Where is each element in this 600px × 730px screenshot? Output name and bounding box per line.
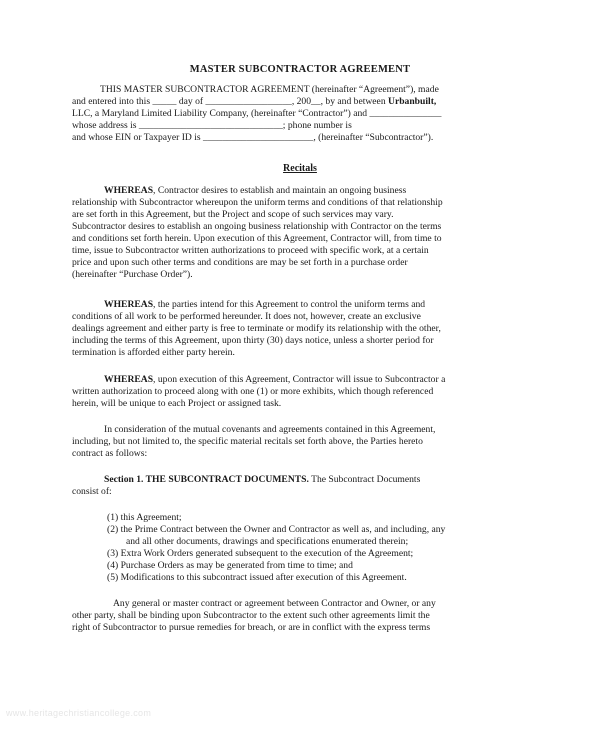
section1-line-1 [104,474,420,485]
p2-line-2: conditions of all work to be performed hereunder. It does not, however, create an exclusive [72,311,421,322]
p4-line-1: In consideration of the mutual covenants and agreements contained in this Agreement, [104,424,436,435]
p5-line-1: Any general or master contract or agreement between Contractor and Owner, or any [113,598,436,609]
urbanbuilt-name: Urbanbuilt, [388,96,437,107]
intro-line-5: and whose EIN or Taxpayer ID is _______________________, (hereinafter “Subcontractor”). [72,132,434,143]
section1-line-2: consist of: [72,486,112,497]
intro-line-2-text: and entered into this _____ day of __________________, 200__, by and between [72,96,386,107]
intro-line-4: whose address is ______________________________; phone number is [72,120,352,131]
list-item-5: (5) Modifications to this subcontract issued after execution of this Agreement. [107,572,407,583]
p2-line-1-text: , the parties intend for this Agreement to control the uniform terms and [153,299,426,310]
p3-line-2: written authorization to proceed along with one (1) or more exhibits, which though referenced [72,386,434,397]
recitals-heading: Recitals [283,163,317,174]
p3-line-1 [104,374,445,385]
p3-line-1-text: , upon execution of this Agreement, Contractor will issue to Subcontractor a [153,374,446,385]
p1-line-7: price and upon such other terms and conditions are may be set forth in a purchase order [72,257,408,268]
section1-heading: Section 1. THE SUBCONTRACT DOCUMENTS. [104,474,309,485]
whereas-label-3: WHEREAS [104,374,154,385]
p5-line-2: other party, shall be binding upon Subcontractor to the extent such other agreements limit the [72,610,430,621]
p1-line-3: are set forth in this Agreement, but the Project and scope of such services may vary. [72,209,394,220]
p1-line-1 [104,185,406,196]
p4-line-2: including, but not limited to, the specific material recitals set forth above, the Parties hereto [72,436,423,447]
p2-line-3: dealings agreement and either party is free to terminate or modify its relationship with the other, [72,323,441,334]
intro-line-2 [72,96,436,107]
p2-line-1 [104,299,425,310]
p3-line-3: herein, will be unique to each Project or assigned task. [72,398,282,409]
list-item-2-cont: and all other documents, drawings and specifications enumerated therein; [126,536,409,547]
p1-line-2: relationship with Subcontractor whereupon the uniform terms and conditions of that relationship [72,197,443,208]
p2-line-4: including the terms of this Agreement, upon thirty (30) days notice, unless a shorter period for [72,335,434,346]
p2-line-5: termination is afforded either party herein. [72,347,235,358]
watermark: www.heritagechristiancollege.com [6,708,152,718]
intro-line-3 [72,108,441,119]
p1-line-6: time, issue to Subcontractor written authorizations to proceed with specific work, at a certain [72,245,429,256]
document-title: MASTER SUBCONTRACTOR AGREEMENT [189,64,411,75]
list-item-3: (3) Extra Work Orders generated subsequent to the execution of the Agreement; [107,548,414,559]
contractor-blank: _______________ [369,108,442,119]
intro-line-1: THIS MASTER SUBCONTRACTOR AGREEMENT (hereinafter “Agreement”), made [100,84,439,95]
intro-line-3-text: LLC, a Maryland Limited Liability Company, (hereinafter “Contractor”) and [72,108,368,119]
p1-line-5: and conditions set forth herein. Upon execution of this Agreement, Contractor will, from time to [72,233,442,244]
p1-line-1-text: , Contractor desires to establish and maintain an ongoing business [153,185,407,196]
whereas-label-1: WHEREAS [104,185,154,196]
p1-line-8: (hereinafter “Purchase Order”). [72,269,193,280]
list-item-1: (1) this Agreement; [107,512,182,523]
p1-line-4: Subcontractor desires to establish an ongoing business relationship with Contractor on the terms [72,221,442,232]
list-item-4: (4) Purchase Orders as may be generated from time to time; and [107,560,353,571]
section1-rest: The Subcontract Documents [308,474,421,485]
p5-line-3: right of Subcontractor to pursue remedies for breach, or are in conflict with the express terms [72,622,431,633]
list-item-2: (2) the Prime Contract between the Owner and Contractor as well as, and including, any [107,524,446,535]
p4-line-3: contract as follows: [72,448,148,459]
whereas-label-2: WHEREAS [104,299,154,310]
